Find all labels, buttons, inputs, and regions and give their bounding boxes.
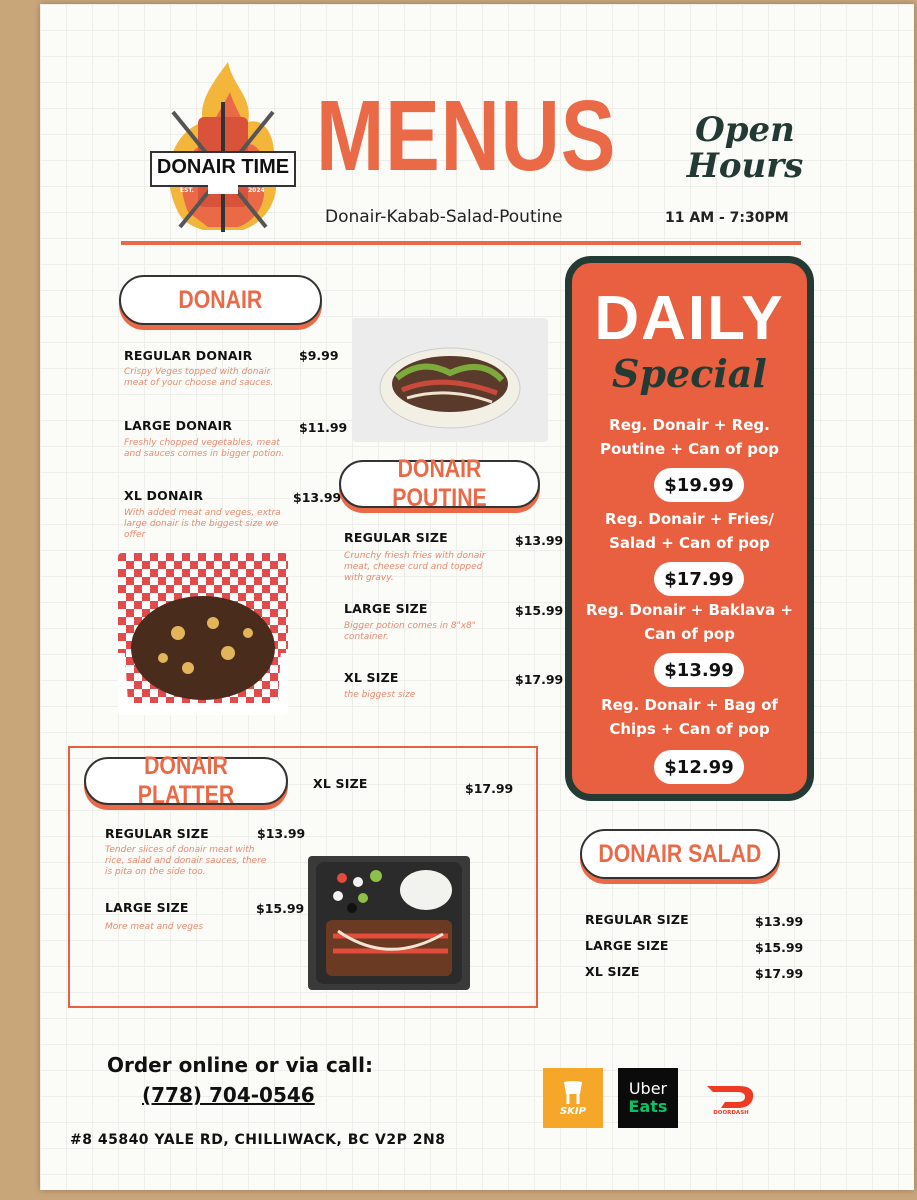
poutine-item-desc: Bigger potion comes in 8"x8" container. — [344, 621, 476, 642]
donair-item-name: XL DONAIR — [124, 488, 204, 503]
platter-item-price: $13.99 — [257, 826, 306, 841]
platter-heading: DONAIR PLATTER — [84, 757, 288, 805]
skip-app-icon[interactable] — [543, 1068, 603, 1128]
donair-item-desc: With added meat and veges, extra large donair is the biggest size we offer — [124, 508, 281, 540]
logo-year: 2024 — [248, 187, 265, 194]
order-text: Order online or via call: — [107, 1053, 374, 1077]
donair-item-name: REGULAR DONAIR — [124, 348, 253, 363]
donair-heading: DONAIR — [119, 275, 322, 325]
salad-heading: DONAIR SALAD — [580, 829, 780, 879]
salad-item-price: $13.99 — [755, 914, 804, 929]
poutine-item-price: $13.99 — [515, 533, 564, 548]
donair-wrap-image — [352, 318, 548, 442]
phone-link[interactable]: (778) 704-0546 — [142, 1083, 315, 1107]
open-hours-heading: Open Hours — [686, 110, 804, 186]
poutine-item-desc: Crunchy friesh fries with donair meat, cheese curd and topped with gravy. — [344, 551, 486, 583]
daily-deal: Reg. Donair + Reg. Poutine + Can of pop — [599, 416, 780, 458]
daily-deal: Reg. Donair + Fries/ Salad + Can of pop — [605, 510, 774, 552]
platter-item-name: LARGE SIZE — [105, 900, 189, 915]
page-title: MENUS — [316, 80, 617, 192]
ubereats-app-icon[interactable] — [618, 1068, 678, 1128]
donair-item-price: $13.99 — [293, 490, 342, 505]
poutine-heading: DONAIR POUTINE — [339, 460, 540, 508]
salad-item-name: XL SIZE — [585, 964, 640, 979]
uber-label: Uber — [628, 1079, 668, 1098]
doordash-label: DOORDASH — [713, 1110, 749, 1116]
platter-image — [308, 856, 470, 990]
logo-text: DONAIR TIME — [156, 156, 290, 178]
donair-item-name: LARGE DONAIR — [124, 418, 233, 433]
daily-deal-price: $19.99 — [654, 468, 744, 502]
platter-item-price: $17.99 — [465, 781, 514, 796]
special-subtitle: Special — [612, 351, 767, 396]
salad-item-name: LARGE SIZE — [585, 938, 669, 953]
eats-label: Eats — [628, 1097, 668, 1116]
daily-deal-price: $12.99 — [654, 750, 744, 784]
salad-item-price: $15.99 — [755, 940, 804, 955]
donair-time-logo — [148, 62, 298, 242]
skip-label: SKIP — [559, 1105, 586, 1117]
doordash-app-icon[interactable] — [697, 1068, 765, 1128]
daily-deal-price: $17.99 — [654, 562, 744, 596]
platter-item-desc: Tender slices of donair meat with rice, salad and donair sauces, there is pita on the side too. — [105, 845, 267, 877]
daily-deal: Reg. Donair + Bag of Chips + Can of pop — [601, 696, 778, 738]
page-subtitle: Donair-Kabab-Salad-Poutine — [325, 207, 563, 227]
donair-item-desc: Crispy Veges topped with donair meat of your choose and sauces. — [124, 367, 274, 388]
donair-item-price: $9.99 — [299, 348, 339, 363]
hours-text: 11 AM - 7:30PM — [665, 210, 789, 226]
doordash-logo-icon — [705, 1080, 757, 1110]
skip-logo-icon — [556, 1080, 590, 1106]
poutine-item-price: $17.99 — [515, 672, 564, 687]
daily-special-panel — [565, 256, 814, 801]
daily-deal-price: $13.99 — [654, 653, 744, 687]
salad-item-price: $17.99 — [755, 966, 804, 981]
daily-deal: Reg. Donair + Baklava + Can of pop — [586, 601, 793, 643]
salad-item-name: REGULAR SIZE — [585, 912, 689, 927]
platter-item-desc: More meat and veges — [105, 922, 204, 932]
daily-title: DAILY — [594, 284, 785, 353]
address: #8 45840 YALE RD, CHILLIWACK, BC V2P 2N8 — [70, 1132, 446, 1148]
header-divider — [121, 241, 801, 245]
poutine-item-name: REGULAR SIZE — [344, 530, 448, 545]
poutine-item-name: XL SIZE — [344, 670, 399, 685]
poutine-image — [118, 553, 288, 715]
platter-item-name: REGULAR SIZE — [105, 826, 209, 841]
logo-est: EST. — [180, 187, 194, 194]
donair-item-desc: Freshly chopped vegetables, meat and sauces comes in bigger potion. — [124, 438, 285, 459]
poutine-item-name: LARGE SIZE — [344, 601, 428, 616]
platter-item-price: $15.99 — [256, 901, 305, 916]
platter-item-name: XL SIZE — [313, 776, 368, 791]
poutine-item-desc: the biggest size — [344, 690, 416, 700]
poutine-item-price: $15.99 — [515, 603, 564, 618]
donair-item-price: $11.99 — [299, 420, 348, 435]
